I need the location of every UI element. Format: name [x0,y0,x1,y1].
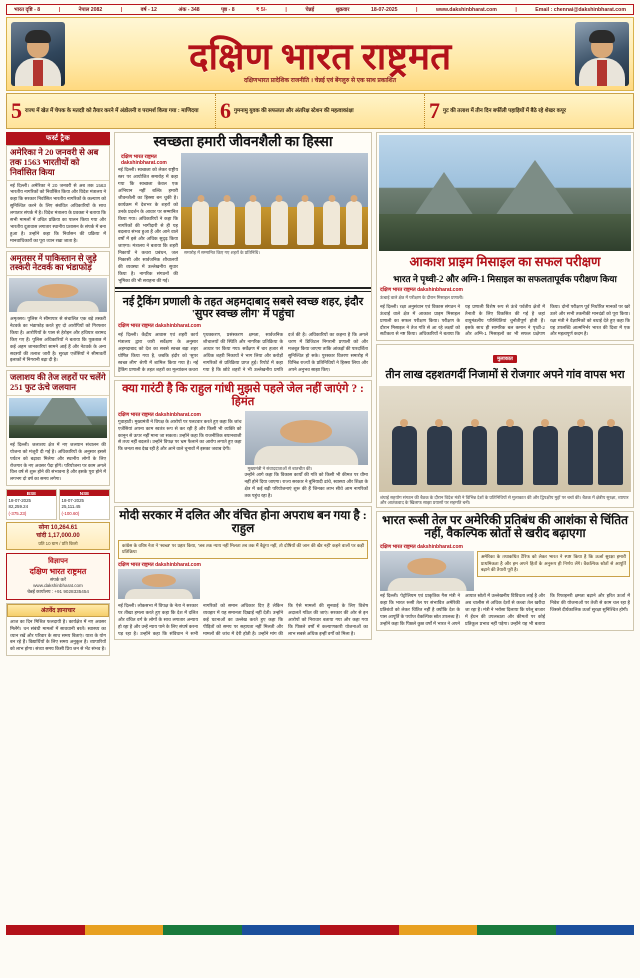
rahul-byline: दक्षिण भारत राष्ट्रमत dakshinbharat.com [118,411,201,418]
lead-subheadline: नई ट्रैकिंग प्रणाली के तहत अहमदाबाद सबसे स्वच्छ शहर, इंदौर 'सुपर स्वच्छ लीग' में पहुंचा [122,295,364,320]
missile-subheadline: भारत ने पृथ्वी-2 और अग्नि-1 मिसाइल का सफलतापूर्वक परीक्षण किया [393,273,617,284]
edition-label: भारत दृष्टि - 8 [14,6,41,13]
advertisement-box[interactable] [6,553,110,600]
issue-label: अंक - 348 [178,6,200,13]
missile-headline: आकाश प्राइम मिसाइल का सफल परीक्षण [409,254,601,270]
dalit-byline: दक्षिण भारत राष्ट्रमत dakshinbharat.com [118,561,201,568]
highlight-text: गुमनामु युवक की सफलता और अंतरिक्ष स्टेशन की महत्वाकांक्षा [234,107,354,114]
weekday-label: शुक्रवार [335,6,350,13]
lead-photo-caption: समारोह में सम्मानित किए गए शहरों के प्रतिनिधि। [184,249,260,255]
rahul-second-text: उन्होंने आगे कहा कि विकास कार्यों की गति को किसी भी कीमत पर धीमा नहीं होने दिया जाएगा। राज्य सरकार ने बुनियादी ढांचे, स्वास्थ्य और शिक्षा के क्षेत्र में कई बड़ी परियोजनाएं शुरू की हैं जिनका लाभ सीधे आम नागरिकों तक पहुंच रहा है। [244,472,368,498]
ad-line-1: विज्ञापन [48,556,68,565]
gold-value: 10,264.61 [50,525,78,532]
brief-title: अमेरिका ने 20 जनवरी से अब तक 1563 भारतीयों को निर्वासित किया [7,146,109,180]
oil-story[interactable] [376,511,634,631]
brief-title: जलाशय की तेज लहरों पर चलेंगे 251 फुट ऊंचे जलयान [7,371,109,396]
oil-photo [380,551,474,591]
brief-item[interactable] [6,145,110,247]
oil-byline: दक्षिण भारत राष्ट्रमत dakshinbharat.com [380,543,463,550]
highlight-band [6,93,634,129]
top-info-strip: भारत दृष्टि - 8 | नेपाल 2082 | वर्ष - 12 अंक - 348 पृष्ठ - 8 ₹ 5/- | चेन्नई शुक्रवार 18-07-2025 | www.dakshinbharat.com | Email : chennai@dakshinbharat.com [6,4,634,15]
lead-photo [181,153,368,249]
dalit-quote: कांग्रेस के वरिष्ठ नेता ने 'स्वच्छ' पर प्रहार किया, 'जब तक न्याय नहीं मिलता तब तक मैं बैठूंगा नहीं, तो दोषियों की जान की खैर नहीं' कहने वालों पर कड़ी प्रतिक्रिया [118,540,368,559]
silver-value: 1,17,000.00 [48,532,80,539]
market-value: 82,259.24 [8,504,29,510]
market-value: 25,111.45 [61,504,81,510]
dalit-headline: मोदी सरकार में दलित और वंचित होना अपराध बन गया है : राहुल [119,507,367,536]
highlight-page-number: 5 [11,98,22,124]
dalit-photo [118,569,200,599]
lead-text: नई दिल्ली। स्वच्छता को लेकर राष्ट्रीय स्तर पर आयोजित समारोह में कहा गया कि स्वच्छता केवल एक अभियान नहीं बल्कि हमारी जीवनशैली का हिस्सा बन चुकी है। कार्यक्रम में देशभर के शहरों को उनके प्रदर्शन के आधार पर सम्मानित किया गया। अधिकारियों ने कहा कि नागरिकों की भागीदारी से ही यह बदलाव संभव हुआ है और आने वाले वर्षों में इसे और अधिक सुदृढ़ किया जाएगा। मंत्रालय ने बताया कि शहरी निकायों ने कचरा प्रबंधन, जल निकासी और सार्वजनिक शौचालयों की व्यवस्था में उल्लेखनीय सुधार किया है। नागरिक संगठनों की भूमिका की भी सराहना की गई। [118,167,178,283]
rahul-text: गुवाहाटी। मुख्यमंत्री ने विपक्ष के आरोपों पर पलटवार करते हुए कहा कि जांच एजेंसियां अपना काम स्वतंत्र रूप से कर रही हैं और किसी भी व्यक्ति को कानून से ऊपर नहीं माना जा सकता। उन्होंने कहा कि राजनीतिक बयानबाजी से तथ्य नहीं बदलते। उन्होंने विपक्ष पर भ्रम फैलाने का आरोप लगाते हुए कहा कि जनता सब देख रही है और आने वाले चुनावों में इसका जवाब देगी। [118,418,242,452]
left-column [6,132,110,922]
email-link[interactable]: Email : chennai@dakshinbharat.com [535,6,626,13]
meeting-tag: मुलाकात [493,355,517,363]
missile-story[interactable] [376,132,634,341]
highlight-item[interactable] [7,94,216,128]
highlight-item[interactable] [216,94,425,128]
masthead [6,17,634,91]
metal-rates-card [6,522,110,550]
ad-line-3: संपर्क करें [50,576,66,582]
rahul-photo-caption: मुख्यमंत्री ने संवाददाताओं से बातचीत की। [247,465,313,471]
lead-sub-text: नई दिल्ली। केंद्रीय आवास एवं शहरी कार्य मंत्रालय द्वारा जारी सर्वेक्षण के अनुसार अहमदाबाद को देश का सबसे स्वच्छ बड़ा शहर घोषित किया गया है, जबकि इंदौर को 'सुपर स्वच्छ लीग' श्रेणी में शामिल किया गया है। नई ट्रैकिंग प्रणाली के तहत शहरों का मूल्यांकन कचरा पृथक्करण, प्रसंस्करण क्षमता, सार्वजनिक शौचालयों की स्थिति और नागरिक प्रतिक्रिया के आधार पर किया गया। सर्वेक्षण में चार हजार से अधिक शहरी निकायों ने भाग लिया और करोड़ों नागरिकों से प्रतिक्रिया प्राप्त हुई। रिपोर्ट में कहा गया है कि छोटे शहरों ने भी उल्लेखनीय प्रगति दर्ज की है। अधिकारियों का कहना है कि अगले चरण में डिजिटल निगरानी प्रणाली को और मजबूत किया जाएगा ताकि आंकड़ों की पारदर्शिता सुनिश्चित हो सके। पुरस्कार वितरण समारोह में विभिन्न राज्यों के प्रतिनिधियों ने हिस्सा लिया और अपने अनुभव साझा किए। [118,332,368,372]
meeting-photo [379,386,631,492]
middle-column [114,132,372,922]
rahul-story[interactable] [114,380,372,503]
missile-byline: दक्षिण भारत राष्ट्रमत dakshinbharat.com [380,286,463,293]
rahul-photo [245,411,369,465]
oil-headline: भारत रूसी तेल पर अमेरिकी प्रतिबंध की आशंका से चिंतित नहीं, वैकल्पिक स्रोतों से खरीद बढ़ाएगा [382,513,628,541]
lead-sub-byline: दक्षिण भारत राष्ट्रमत dakshinbharat.com [118,323,201,330]
gold-label: सोना [38,525,50,532]
masthead-subtitle: दक्षिणभारत प्रादेशिक राजनीति । चेन्नई एवं बेंगलुरु से एक साथ प्रकाशित [243,78,397,85]
date-label: 18-07-2025 [370,6,398,13]
brief-photo [9,398,107,438]
missile-photo-caption: ऊंचाई वाले क्षेत्र में परीक्षण के दौरान मिसाइल प्रणाली। [380,295,464,301]
lead-story[interactable] [114,132,372,377]
ad-phone: चेन्नई कार्यालय : +91 9028335454 [27,589,89,595]
fast-track-header: फर्स्ट ट्रैक [6,132,110,145]
market-widget [6,489,110,520]
highlight-page-number: 7 [429,98,440,124]
ad-website[interactable]: www.dakshinbharat.com [33,582,83,588]
metal-rates-note: प्रति 10 ग्राम / प्रति किलो [38,540,78,546]
meeting-photo-caption: शंघाई सहयोग संगठन की बैठक के दौरान विदेश मंत्री ने विभिन्न देशों के प्रतिनिधियों से मुलाकात की और द्विपक्षीय मुद्दों पर चर्चा की। बैठक में क्षेत्रीय सुरक्षा, व्यापार और आतंकवाद के खिलाफ साझा प्रयासों पर सहमति बनी। [380,494,629,506]
market-date: 18-07-2025 [8,497,31,503]
rahul-headline: क्या गारंटी है कि राहुल गांधी मुझसे पहले जेल नहीं जाएंगे ? : हिमंत [122,382,364,408]
highlight-text: गुट की तलाश में तीन दिन बर्फीली पहाड़ियों में बैठे रहे शेखर कपूर [443,107,566,114]
market-name: NSE [60,490,109,496]
missile-text: नई दिल्ली। रक्षा अनुसंधान एवं विकास संगठन ने ऊंचाई वाले क्षेत्र में आकाश प्राइम मिसाइल प्रणाली का सफल परीक्षण किया। परीक्षण के दौरान मिसाइल ने तेज गति से आ रहे लक्ष्यों को सटीकता से नष्ट किया। अधिकारियों ने बताया कि यह प्रणाली विशेष रूप से ऊंचे पर्वतीय क्षेत्रों में तैनाती के लिए विकसित की गई है जहां वायुमंडलीय परिस्थितियां चुनौतीपूर्ण होती हैं। इसके साथ ही सामरिक बल कमान ने पृथ्वी-2 और अग्नि-1 मिसाइलों का भी सफल प्रक्षेपण किया। दोनों परीक्षण पूर्व निर्धारित मानकों पर खरे उतरे और सभी तकनीकी मानदंडों को पूरा किया। रक्षा मंत्री ने वैज्ञानिकों को बधाई देते हुए कहा कि यह उपलब्धि आत्मनिर्भर भारत की दिशा में एक और महत्वपूर्ण कदम है। [380,303,630,337]
astrology-text: आज का दिन मिश्रित फलदायी है। कार्यक्षेत्र में नए अवसर मिलेंगे। धन संबंधी मामलों में सावधानी बरतें। स्वास्थ्य का ध्यान रखें और परिवार के साथ समय बिताएं। यात्रा के योग बन रहे हैं। विद्यार्थियों के लिए समय अनुकूल है। व्यापारियों को लाभ होगा। संध्या समय किसी प्रिय जन से भेंट संभव है। [10,618,106,652]
astrology-box[interactable] [6,603,110,656]
missile-photo [379,135,631,251]
market-change: (-375.23) [8,510,27,516]
oil-quote: अमेरिका के तथाकथित टैरिफ को लेकर भारत ने स्पष्ट किया है कि ऊर्जा सुरक्षा हमारी प्राथमिकता है और हम अपने हितों के अनुरूप ही निर्णय लेंगे। वैकल्पिक स्रोतों से आपूर्ति बढ़ाने की तैयारी पूरी है। [477,551,630,577]
website-link[interactable]: www.dakshinbharat.com [435,6,497,13]
brief-title: अमृतसर में पाकिस्तान से जुड़े तस्करी नेटवर्क का भंडाफोड़ [7,252,109,277]
astrology-header: अंतर्वेद ज्ञानाचार [7,604,109,617]
oil-text: नई दिल्ली। पेट्रोलियम एवं प्राकृतिक गैस मंत्री ने कहा कि भारत रूसी तेल पर संभावित अमेरिकी प्रतिबंधों को लेकर चिंतित नहीं है क्योंकि देश के पास आपूर्ति के पर्याप्त वैकल्पिक स्रोत उपलब्ध हैं। उन्होंने कहा कि पिछले कुछ वर्षों में भारत ने अपने आयात स्रोतों में उल्लेखनीय विविधता लाई है और अब चालीस से अधिक देशों से कच्चा तेल खरीदा जा रहा है। मंत्री ने भरोसा दिलाया कि घरेलू बाजार में ईंधन की उपलब्धता और कीमतों पर कोई प्रतिकूल प्रभाव नहीं पड़ेगा। उन्होंने यह भी बताया कि रिफाइनरी क्षमता बढ़ाने और हरित ऊर्जा में निवेश की योजनाओं पर तेजी से काम चल रहा है जिससे दीर्घकालिक ऊर्जा सुरक्षा सुनिश्चित होगी। [380,593,630,626]
market-card-nse[interactable] [59,489,110,520]
silver-label: चांदी [36,532,47,539]
footer-color-strip [6,925,634,935]
market-card-bse[interactable] [6,489,57,520]
year-label: वर्ष - 12 [140,6,157,13]
brief-item[interactable] [6,251,110,368]
meeting-story[interactable] [376,344,634,508]
city-label: चेन्नई [305,6,315,13]
brief-text: नई दिल्ली। जलाशय क्षेत्र में नए जलयान संचालन की योजना को मंजूरी दी गई है। अधिकारियों के अनुसार इससे पर्यटन को बढ़ावा मिलेगा और स्थानीय लोगों के लिए रोजगार के नए अवसर पैदा होंगे। परियोजना पर काम अगले वित्त वर्ष से शुरू होने की संभावना है और इसके पूरा होने में लगभग दो वर्ष का समय लगेगा। [10,441,106,482]
newspaper-title: दक्षिण भारत राष्ट्रमत [188,36,452,78]
era-label: नेपाल 2082 [78,6,103,13]
highlight-item[interactable] [425,94,633,128]
meeting-headline: तीन लाख दहशतगर्दी निजामों से रोजगार अपने गांव वापस भरा [385,369,625,382]
lead-headline: स्वच्छता हमारी जीवनशैली का हिस्सा [153,135,333,151]
highlight-page-number: 6 [220,98,231,124]
highlight-text: राज्य में खेत में चेपक के मतदाी को तैयार करने में अंडोलनी व परामर्श किया गया : माणिदया [25,107,199,114]
brief-text: नई दिल्ली। अमेरिका ने 20 जनवरी से अब तक 1563 भारतीय नागरिकों को निर्वासित किया और विदेश मंत्रालय ने कहा कि सरकार निर्वासित भारतीय नागरिकों के कल्याण को सुनिश्चित करने के लिए संबंधित अधिकारियों के साथ लगातार संपर्क में है। विदेश मंत्रालय के प्रवक्ता ने बताया कि सभी मामलों में उचित प्रक्रिया का पालन किया गया और भारतीय दूतावास लगातार स्थानीय प्रशासन के संपर्क में बना हुआ है। उन्होंने कहा कि निर्वासन की प्रक्रिया में मानवाधिकारों का पूरा ध्यान रखा जाता है। [10,182,106,243]
right-portrait-photo [575,22,629,86]
market-date: 18-07-2025 [61,497,84,503]
market-change: (-100.60) [61,510,80,516]
market-name: BSE [7,490,56,496]
price-label: ₹ 5/- [256,6,267,13]
brief-photo [9,278,107,312]
ad-line-2: दक्षिण भारत राष्ट्रमत [29,566,87,576]
brief-text: अमृतसर। पुलिस ने सीमापार से संचालित एक बड़े तस्करी नेटवर्क का भंडाफोड़ करते हुए दो आरोपियों को गिरफ्तार किया है। आरोपियों के पास से हेरोइन और हथियार बरामद किए गए हैं। पुलिस अधिकारियों ने बताया कि पूछताछ में कई अहम जानकारियां सामने आई हैं और नेटवर्क के अन्य सदस्यों की तलाश जारी है। सुरक्षा एजेंसियों ने सीमावर्ती इलाकों में निगरानी बढ़ा दी है। [10,316,106,363]
page-label: पृष्ठ - 8 [221,6,235,13]
lead-byline: दक्षिण भारत राष्ट्रमत dakshinbharat.com [121,153,167,167]
dalit-story[interactable] [114,506,372,641]
dalit-text: नई दिल्ली। लोकसभा में विपक्ष के नेता ने सरकार पर तीखा हमला करते हुए कहा कि देश में दलित और वंचित वर्ग के लोगों के साथ लगातार अन्याय हो रहा है और उन्हें न्याय पाने के लिए संघर्ष करना पड़ रहा है। उन्होंने कहा कि संविधान ने सभी नागरिकों को समान अधिकार दिए हैं लेकिन व्यवहार में यह समानता दिखाई नहीं देती। उन्होंने कई घटनाओं का उल्लेख करते हुए कहा कि पीड़ितों को समय पर सहायता नहीं मिलती और मामलों की जांच में देरी होती है। उन्होंने मांग की कि ऐसे मामलों की सुनवाई के लिए विशेष अदालतें गठित की जाएं। सरकार की ओर से इन आरोपों को निराधार बताया गया और कहा गया कि पिछले वर्षों में कल्याणकारी योजनाओं का लाभ सबसे अधिक इन्हीं वर्गों को मिला है। [118,602,368,636]
brief-item[interactable] [6,370,110,486]
right-column [376,132,634,922]
content-grid [6,132,634,922]
